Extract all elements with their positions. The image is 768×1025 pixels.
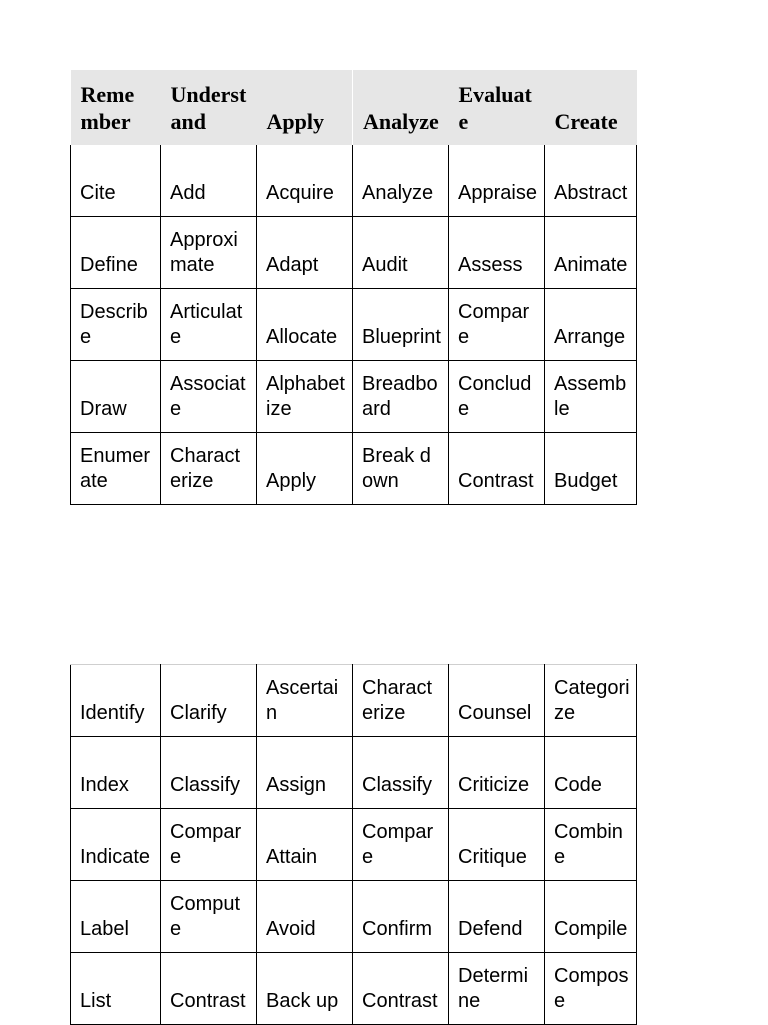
table-cell: Compare xyxy=(161,809,257,881)
header-create: Create xyxy=(545,70,637,145)
table-cell: Assign xyxy=(257,737,353,809)
table-cell: Describe xyxy=(71,289,161,361)
table-cell: Avoid xyxy=(257,881,353,953)
table-cell: Approximate xyxy=(161,217,257,289)
table-cell: Allocate xyxy=(257,289,353,361)
table-cell: Attain xyxy=(257,809,353,881)
table-row xyxy=(71,809,637,881)
table-row xyxy=(71,737,637,809)
table-cell: Defend xyxy=(449,881,545,953)
header-analyze: Analyze xyxy=(353,70,449,145)
table-cell: Analyze xyxy=(353,145,449,217)
table-cell: Alphabetize xyxy=(257,361,353,433)
table-cell: Compare xyxy=(449,289,545,361)
table-cell: Index xyxy=(71,737,161,809)
table-cell: Acquire xyxy=(257,145,353,217)
table-row xyxy=(71,361,637,433)
table-cell: Articulate xyxy=(161,289,257,361)
table-cell: Categorize xyxy=(545,665,637,737)
table-cell: Contrast xyxy=(161,953,257,1025)
table-cell: Draw xyxy=(71,361,161,433)
table-cell: Compile xyxy=(545,881,637,953)
table-cell: Contrast xyxy=(353,953,449,1025)
table-row xyxy=(71,881,637,953)
table-cell: Confirm xyxy=(353,881,449,953)
table-cell: Animate xyxy=(545,217,637,289)
table-cell: Cite xyxy=(71,145,161,217)
table-cell: Counsel xyxy=(449,665,545,737)
header-evaluate: Evaluate xyxy=(449,70,545,145)
table-cell: Combine xyxy=(545,809,637,881)
table-cell: Break down xyxy=(353,433,449,505)
header-understand: Understand xyxy=(161,70,257,145)
table-cell: Associate xyxy=(161,361,257,433)
table-cell: Enumerate xyxy=(71,433,161,505)
table-cell: Assess xyxy=(449,217,545,289)
table-cell: List xyxy=(71,953,161,1025)
table-cell: Breadboard xyxy=(353,361,449,433)
table-cell: Code xyxy=(545,737,637,809)
table-cell: Contrast xyxy=(449,433,545,505)
table-cell: Back up xyxy=(257,953,353,1025)
table-cell: Appraise xyxy=(449,145,545,217)
table-cell: Blueprint xyxy=(353,289,449,361)
table-cell: Budget xyxy=(545,433,637,505)
table-cell: Critique xyxy=(449,809,545,881)
table-cell: Characterize xyxy=(161,433,257,505)
table-cell: Characterize xyxy=(353,665,449,737)
table-cell: Clarify xyxy=(161,665,257,737)
table-cell: Ascertain xyxy=(257,665,353,737)
table-cell: Abstract xyxy=(545,145,637,217)
table-cell: Label xyxy=(71,881,161,953)
table-cell: Determine xyxy=(449,953,545,1025)
table-row xyxy=(71,665,637,737)
table-cell: Compare xyxy=(353,809,449,881)
verbs-table-top xyxy=(70,70,637,505)
table-cell: Define xyxy=(71,217,161,289)
header-remember: Remember xyxy=(71,70,161,145)
table-cell: Add xyxy=(161,145,257,217)
table-cell: Identify xyxy=(71,665,161,737)
table-cell: Apply xyxy=(257,433,353,505)
table-cell: Compute xyxy=(161,881,257,953)
header-apply: Apply xyxy=(257,70,353,145)
table-cell: Indicate xyxy=(71,809,161,881)
table-row xyxy=(71,289,637,361)
table-cell: Assemble xyxy=(545,361,637,433)
table-row xyxy=(71,145,637,217)
table-cell: Audit xyxy=(353,217,449,289)
table-row xyxy=(71,953,637,1025)
table-cell: Classify xyxy=(161,737,257,809)
table-cell: Criticize xyxy=(449,737,545,809)
table-cell: Adapt xyxy=(257,217,353,289)
header-row xyxy=(71,70,637,145)
table-row xyxy=(71,217,637,289)
table-cell: Arrange xyxy=(545,289,637,361)
table-row xyxy=(71,433,637,505)
table-cell: Compose xyxy=(545,953,637,1025)
table-cell: Conclude xyxy=(449,361,545,433)
verbs-table-continued xyxy=(70,664,637,1025)
table-cell: Classify xyxy=(353,737,449,809)
